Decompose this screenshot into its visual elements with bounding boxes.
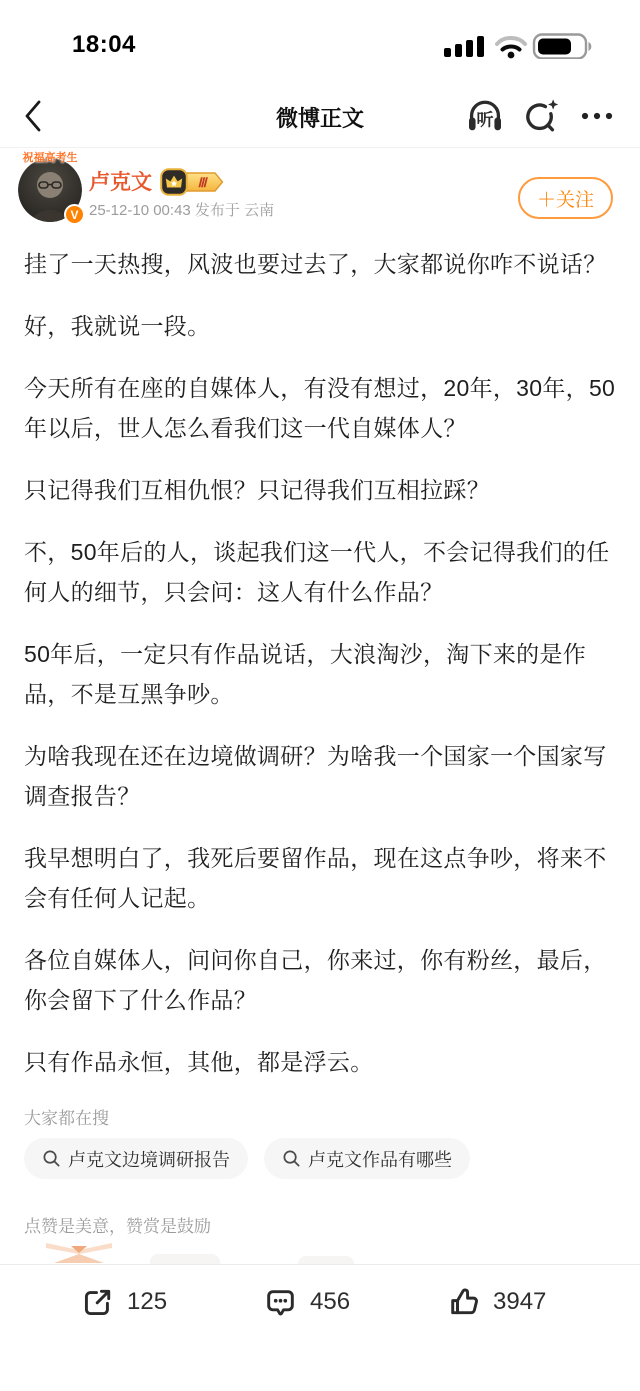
post-body bbox=[24, 244, 616, 1102]
share-count: 125 bbox=[127, 1288, 168, 1315]
ellipsis-icon bbox=[580, 111, 614, 121]
headphones-icon bbox=[465, 96, 505, 136]
reward-bow-icon bbox=[44, 1240, 114, 1263]
more-button[interactable] bbox=[576, 94, 618, 138]
verified-badge-icon: V bbox=[64, 204, 85, 225]
like-button[interactable] bbox=[446, 1282, 546, 1322]
svg-text:Ⅲ: Ⅲ bbox=[197, 175, 207, 190]
divider bbox=[0, 147, 640, 148]
status-icons bbox=[444, 33, 594, 59]
username[interactable]: 卢克文 bbox=[89, 171, 152, 194]
post-paragraph: 为啥我现在还在边境做调研？为啥我一个国家一个国家写调查报告？ bbox=[24, 743, 607, 809]
post-paragraph: 各位自媒体人，问问你自己，你来过，你有粉丝，最后，你会留下了什么作品？ bbox=[24, 947, 607, 1013]
status-time: 18:04 bbox=[72, 31, 136, 58]
post-paragraph: 挂了一天热搜，风波也要过去了，大家都说你咋不说话？ bbox=[24, 251, 607, 277]
search-suggest-label: 大家都在搜 bbox=[24, 1109, 109, 1128]
post-paragraph: 今天所有在座的自媒体人，有没有想过，20年，30年，50年以后，世人怎么看我们这一代自媒体人？ bbox=[24, 375, 616, 441]
ai-search-button[interactable] bbox=[520, 94, 562, 138]
thumbs-up-icon bbox=[446, 1285, 481, 1320]
ai-search-icon bbox=[522, 97, 560, 135]
follow-button[interactable]: ＋关注 bbox=[518, 177, 613, 219]
nav-actions bbox=[464, 94, 618, 138]
search-chips bbox=[24, 1138, 470, 1179]
wifi-icon bbox=[497, 38, 525, 58]
search-icon bbox=[42, 1149, 61, 1168]
user-line bbox=[89, 166, 228, 196]
battery-icon bbox=[534, 35, 591, 59]
search-chip-label: 卢克文边境调研报告 bbox=[68, 1149, 230, 1170]
search-chip-label: 卢克文作品有哪些 bbox=[308, 1149, 452, 1170]
post-paragraph: 只有作品永恒，其他，都是浮云。 bbox=[24, 1049, 374, 1075]
clipped-card bbox=[150, 1254, 220, 1264]
page-title: 微博正文 bbox=[275, 106, 364, 131]
post-meta: 25-12-10 00:43 发布于 云南 bbox=[89, 202, 275, 219]
listen-button[interactable] bbox=[464, 94, 506, 138]
post-paragraph: 50年后，一定只有作品说话，大浪淘沙，淘下来的是作品，不是互黑争吵。 bbox=[24, 641, 587, 707]
bottom-action-bar bbox=[0, 1264, 640, 1391]
post-paragraph: 好，我就说一段。 bbox=[24, 313, 211, 339]
comment-count: 456 bbox=[310, 1288, 351, 1315]
comment-button[interactable] bbox=[263, 1282, 350, 1322]
like-count: 3947 bbox=[493, 1288, 547, 1315]
post-paragraph: 不，50年后的人，谈起我们这一代人，不会记得我们的任何人的细节，只会问：这人有什么作品？ bbox=[24, 539, 610, 605]
search-chip[interactable] bbox=[264, 1138, 470, 1179]
post-paragraph: 只记得我们互相仇恨？只记得我们互相拉踩？ bbox=[24, 477, 490, 503]
search-icon bbox=[282, 1149, 301, 1168]
footer-note: 点赞是美意，赞赏是鼓励 bbox=[24, 1217, 211, 1236]
search-chip[interactable] bbox=[24, 1138, 248, 1179]
avatar-decoration: 祝福高考生 bbox=[22, 152, 78, 164]
signal-icon bbox=[444, 36, 484, 57]
comment-icon bbox=[263, 1285, 298, 1320]
share-button[interactable] bbox=[80, 1282, 167, 1322]
post-paragraph: 我早想明白了，我死后要留作品，现在这点争吵，将来不会有任何人记起。 bbox=[24, 845, 607, 911]
vip-crown-badge bbox=[160, 168, 228, 196]
share-icon bbox=[80, 1285, 115, 1320]
avatar[interactable] bbox=[18, 152, 82, 222]
svg-text:听: 听 bbox=[476, 109, 494, 130]
